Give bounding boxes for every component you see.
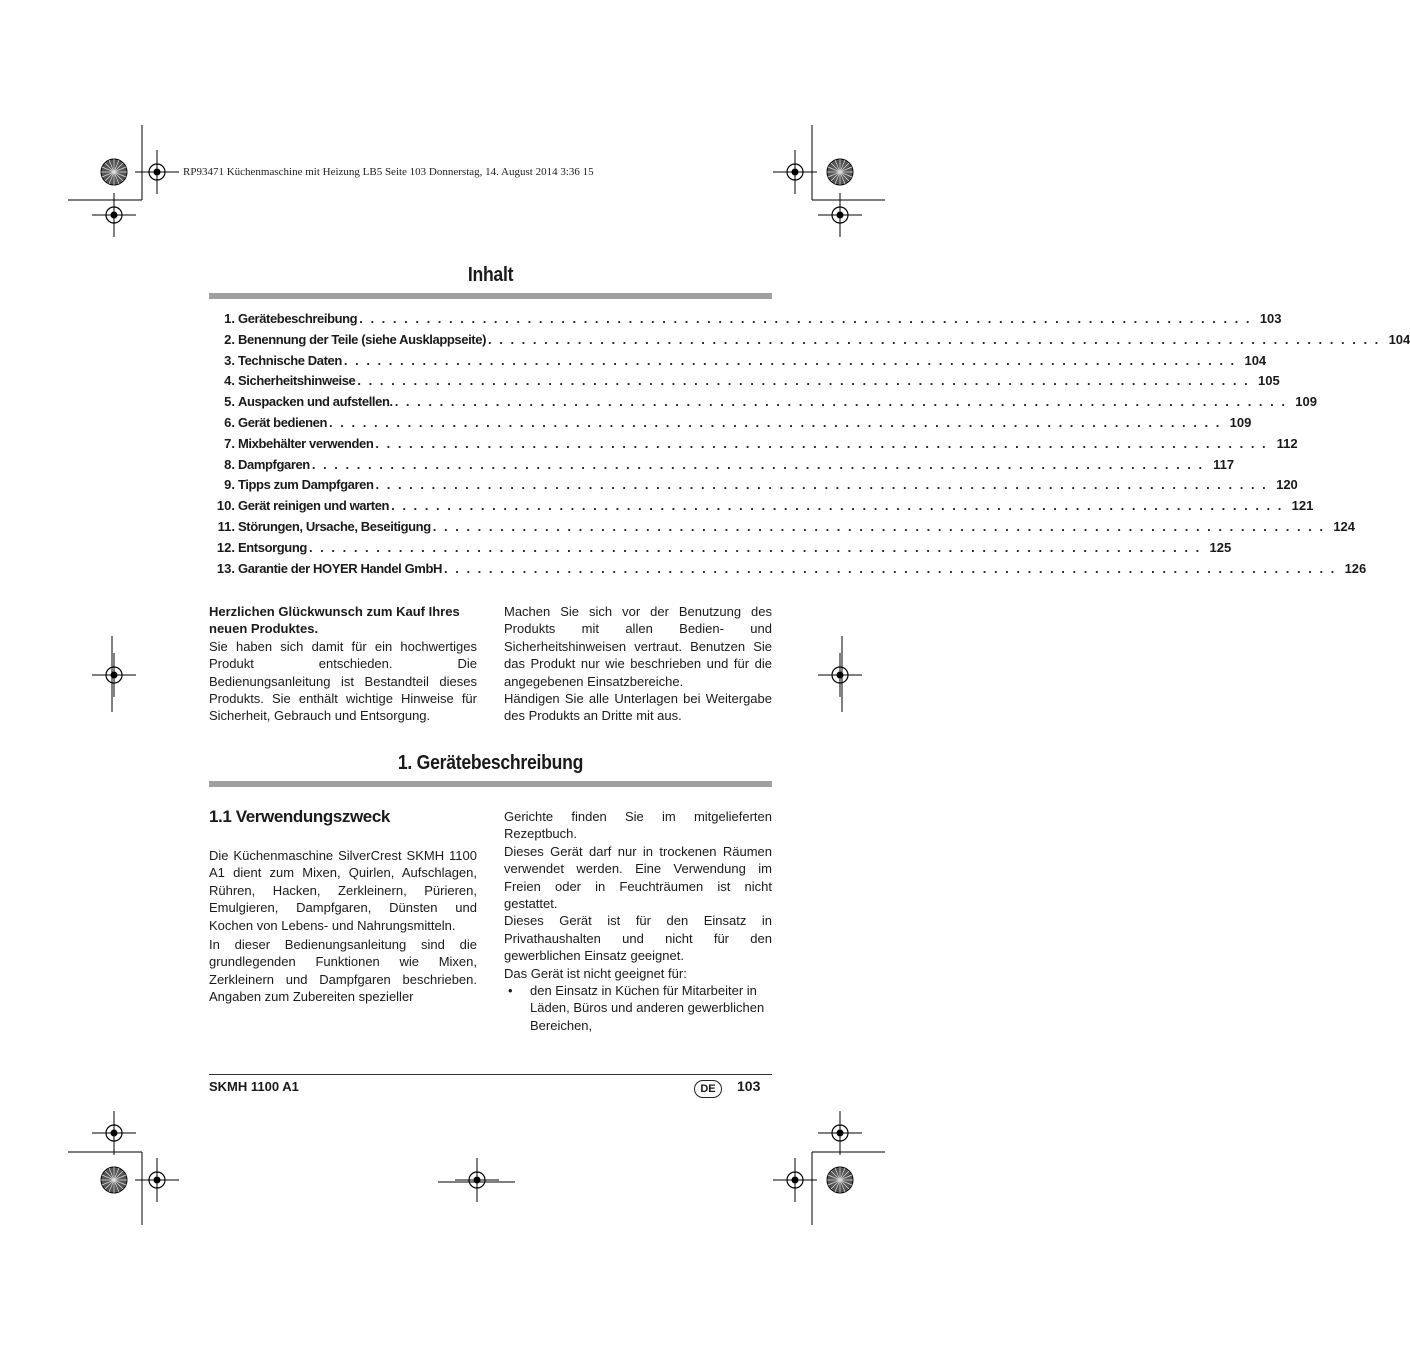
toc-leader-dots: . . . . . . . . . . . . . . . . . . . . . . . . . . . . . . . . . . . . . . . . . . . . . . . . . . . . . . . . . . . . . . . . . . . . . . . . . . . . . . . . bbox=[343, 352, 1237, 368]
toc-number: 1. bbox=[224, 311, 235, 326]
footer-rule bbox=[209, 1074, 772, 1075]
toc-row bbox=[209, 456, 1235, 478]
toc-page: 109 bbox=[1295, 394, 1317, 410]
section-right-paragraph-4: Das Gerät ist nicht geeignet für: bbox=[504, 965, 687, 981]
toc-number: 12. bbox=[216, 539, 235, 555]
toc-title: Tipps zum Dampfgaren bbox=[238, 477, 374, 493]
toc-number: 11. bbox=[217, 518, 235, 534]
toc-row bbox=[209, 373, 1280, 394]
toc-leader-dots: . . . . . . . . . . . . . . . . . . . . . . . . . . . . . . . . . . . . . . . . . . . . . . . . . . . . . . . . . . . . . . . . . . . . . . . . . . . . . . . . bbox=[375, 477, 1268, 493]
toc-title: Dampfgaren bbox=[238, 456, 310, 472]
toc-number: 8. bbox=[224, 456, 235, 472]
toc-number: 13. bbox=[216, 560, 235, 576]
toc-page: 121 bbox=[1291, 498, 1314, 514]
toc-leader-dots: . . . . . . . . . . . . . . . . . . . . . . . . . . . . . . . . . . . . . . . . . . . . . . . . . . . . . . . . . . . . . . . . . . . . . . . . . . . . . . . . bbox=[391, 498, 1284, 514]
toc-leader-dots: . . . . . . . . . . . . . . . . . . . . . . . . . . . . . . . . . . . . . . . . . . . . . . . . . . . . . . . . . . . . . . . . . . . . . . . . . . . . . . . . bbox=[329, 414, 1222, 430]
section-left-paragraph-1: Die Küchenmaschine SilverCrest SKMH 1100 A1 dient zum Mixen, Quirlen, Aufschlagen, Rühren, Hacken, Zerkleinern, Pürieren, Emulgieren, Dampfgaren, Dünsten und Kochen von Lebens- und Nahrungsmitteln. bbox=[209, 848, 477, 933]
toc-title: Auspacken und aufstellen. bbox=[238, 394, 393, 410]
toc-leader-dots: . . . . . . . . . . . . . . . . . . . . . . . . . . . . . . . . . . . . . . . . . . . . . . . . . . . . . . . . . . . . . . . . . . . . . . . . . . . . . . . . bbox=[311, 456, 1205, 472]
toc-leader-dots: . . . . . . . . . . . . . . . . . . . . . . . . . . . . . . . . . . . . . . . . . . . . . . . . . . . . . . . . . . . . . . . . . . . . . . . . . . . . . . . . bbox=[308, 539, 1202, 555]
toc-number: 7. bbox=[224, 435, 235, 451]
toc-row bbox=[209, 331, 1410, 353]
toc-page: 103 bbox=[1259, 311, 1282, 326]
toc-number: 6. bbox=[224, 414, 235, 430]
toc-row bbox=[209, 435, 1298, 457]
toc-row bbox=[209, 352, 1267, 374]
toc-leader-dots: . . . . . . . . . . . . . . . . . . . . . . . . . . . . . . . . . . . . . . . . . . . . . . . . . . . . . . . . . . . . . . . . . . . . . . . . . . . . . . . . bbox=[432, 518, 1326, 534]
bullet-marker: • bbox=[508, 983, 513, 999]
subsection-heading: 1.1 Verwendungszweck bbox=[209, 807, 390, 826]
toc-number: 4. bbox=[224, 373, 235, 389]
toc-leader-dots: . . . . . . . . . . . . . . . . . . . . . . . . . . . . . . . . . . . . . . . . . . . . . . . . . . . . . . . . . . . . . . . . . . . . . . . . . . . . . . . . bbox=[357, 373, 1250, 389]
toc-title: Gerät bedienen bbox=[238, 414, 328, 430]
intro-right-paragraph-1: Machen Sie sich vor der Benutzung des Produkts mit allen Bedien- und Sicherheitshinweisen vertraut. Benutzen Sie das Produkt nur wie beschrieben und für die angegebenen Einsatzbereiche. bbox=[504, 604, 772, 689]
toc-page: 126 bbox=[1344, 560, 1367, 576]
toc-number: 2. bbox=[224, 331, 235, 347]
bullet-text: den Einsatz in Küchen für Mitarbeiter in Läden, Büros und anderen gewerblichen Bereichen, bbox=[530, 983, 765, 1033]
section-rule bbox=[209, 781, 772, 787]
toc-row bbox=[209, 560, 1367, 582]
toc-leader-dots: . . . . . . . . . . . . . . . . . . . . . . . . . . . . . . . . . . . . . . . . . . . . . . . . . . . . . . . . . . . . . . . . . . . . . . . . . . . . . . . . bbox=[359, 311, 1252, 326]
section-right-column bbox=[504, 808, 772, 1034]
toc-page: 104 bbox=[1388, 331, 1410, 347]
toc-row bbox=[209, 414, 1252, 436]
toc-leader-dots: . . . . . . . . . . . . . . . . . . . . . . . . . . . . . . . . . . . . . . . . . . . . . . . . . . . . . . . . . . . . . . . . . . . . . . . . . . . . . . . . bbox=[394, 394, 1287, 410]
toc-leader-dots: . . . . . . . . . . . . . . . . . . . . . . . . . . . . . . . . . . . . . . . . . . . . . . . . . . . . . . . . . . . . . . . . . . . . . . . . . . . . . . . . bbox=[444, 560, 1337, 576]
section-left-column bbox=[209, 847, 477, 1006]
toc-page: 109 bbox=[1229, 414, 1252, 430]
toc-page: 112 bbox=[1276, 435, 1298, 451]
toc-number: 3. bbox=[224, 352, 235, 368]
toc-leader-dots: . . . . . . . . . . . . . . . . . . . . . . . . . . . . . . . . . . . . . . . . . . . . . . . . . . . . . . . . . . . . . . . . . . . . . . . . . . . . . . . . bbox=[488, 331, 1381, 347]
section-heading: 1. Gerätebeschreibung bbox=[397, 752, 584, 774]
toc-page: 104 bbox=[1244, 352, 1267, 368]
list-item bbox=[504, 982, 772, 1034]
page-number: 103 bbox=[737, 1078, 761, 1094]
toc-title: Störungen, Ursache, Beseitigung bbox=[238, 518, 431, 534]
intro-right-paragraph-2: Händigen Sie alle Unterlagen bei Weitergabe des Produkts an Dritte mit aus. bbox=[504, 691, 772, 724]
print-header: RP93471 Küchenmaschine mit Heizung LB5 Seite 103 Donnerstag, 14. August 2014 3:36 15 bbox=[183, 166, 594, 178]
section-right-paragraph-3: Dieses Gerät ist für den Einsatz in Privathaushalten und nicht für den gewerblichen Einsatz geeignet. bbox=[504, 913, 772, 964]
toc-leader-dots: . . . . . . . . . . . . . . . . . . . . . . . . . . . . . . . . . . . . . . . . . . . . . . . . . . . . . . . . . . . . . . . . . . . . . . . . . . . . . . . . bbox=[375, 435, 1268, 451]
toc-row bbox=[209, 498, 1314, 519]
section-right-paragraph-1: Gerichte finden Sie im mitgelieferten Rezeptbuch. bbox=[504, 809, 772, 842]
toc-page: 105 bbox=[1257, 373, 1280, 389]
intro-left-text: Sie haben sich damit für ein hochwertiges Produkt entschieden. Die Bedienungsanleitung ist Bestandteil dieses Produkts. Sie enthält wichtige Hinweise für Sicherheit, Gebrauch und Entsorgung. bbox=[209, 638, 477, 724]
toc-title: Gerätebeschreibung bbox=[238, 311, 358, 326]
contents-heading: Inhalt bbox=[467, 264, 514, 286]
heading-rule bbox=[209, 293, 772, 299]
toc-title: Benennung der Teile (siehe Ausklappseite) bbox=[238, 331, 486, 347]
intro-heading: Herzlichen Glückwunsch zum Kauf Ihres neuen Produktes. bbox=[209, 604, 460, 637]
toc-page: 124 bbox=[1333, 518, 1356, 534]
toc-title: Mixbehälter verwenden bbox=[238, 435, 374, 451]
toc-row bbox=[209, 394, 1317, 415]
toc-page: 120 bbox=[1276, 477, 1298, 493]
intro-left-column bbox=[209, 603, 477, 725]
footer-model: SKMH 1100 A1 bbox=[209, 1079, 299, 1094]
toc-title: Sicherheitshinweise bbox=[238, 373, 356, 389]
toc-number: 10. bbox=[216, 498, 235, 514]
toc-number: 5. bbox=[224, 394, 235, 410]
toc-page: 117 bbox=[1213, 456, 1235, 472]
language-badge: DE bbox=[694, 1080, 722, 1098]
toc-row bbox=[209, 477, 1298, 498]
table-of-contents bbox=[209, 311, 1410, 581]
section-right-paragraph-2: Dieses Gerät darf nur in trockenen Räumen verwendet werden. Eine Verwendung im Freien oder in Feuchträumen ist nicht gestattet. bbox=[504, 843, 772, 912]
toc-title: Technische Daten bbox=[238, 352, 342, 368]
toc-page: 125 bbox=[1209, 539, 1232, 555]
toc-row bbox=[209, 311, 1282, 332]
toc-row bbox=[209, 539, 1232, 561]
toc-number: 9. bbox=[224, 477, 235, 493]
toc-title: Entsorgung bbox=[238, 539, 307, 555]
section-left-paragraph-2: In dieser Bedienungsanleitung sind die grundlegenden Funktionen wie Mixen, Zerkleinern und Dampfgaren beschrieben. Angaben zum Zubereiten spezieller bbox=[209, 937, 477, 1005]
intro-right-column bbox=[504, 603, 772, 725]
toc-title: Garantie der HOYER Handel GmbH bbox=[238, 560, 442, 576]
toc-row bbox=[209, 518, 1356, 540]
toc-title: Gerät reinigen und warten bbox=[238, 498, 390, 514]
